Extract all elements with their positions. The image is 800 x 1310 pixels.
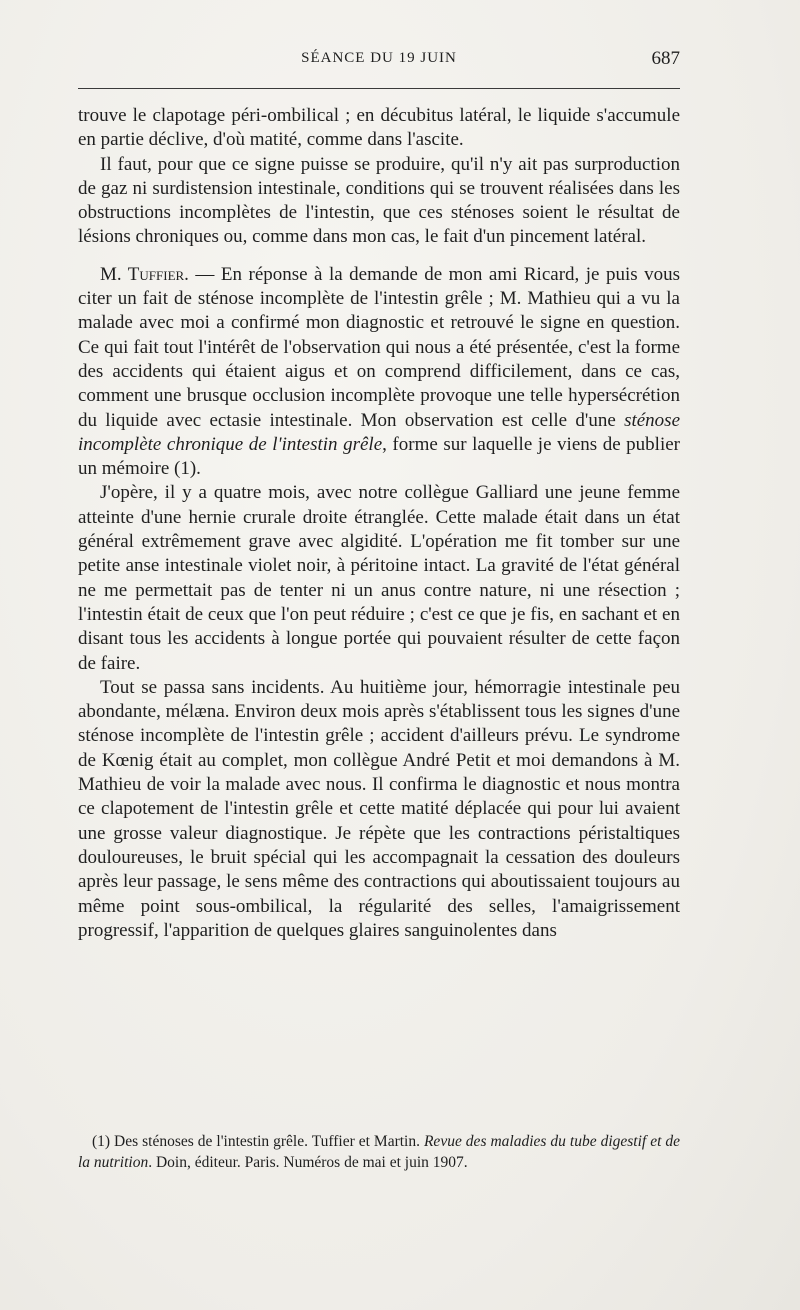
paragraph-4: J'opère, il y a quatre mois, avec notre collègue Galliard une jeune femme atteinte d'une hernie crurale droite étranglée. Cette malade était dans un état général extrêmement grave avec algidité. L'opération me fit tomber sur une petite anse intestinale violet noir, à péritoine intact. La gravité de l'état général ne me permettait pas de tenter ni un anus contre nature, ni une résection ; l'intestin était de ceux que l'on peut réduire ; c'est ce que je fis, en sachant et en disant tous les accidents à longue portée qui pouvaient résulter de cette façon de faire.: [78, 482, 680, 674]
footnote: [78, 1131, 680, 1173]
header-rule: [78, 88, 680, 89]
paragraph-1: trouve le clapotage péri-ombilical ; en décubitus latéral, le liquide s'accumule en partie déclive, d'où matité, comme dans l'ascite.: [78, 105, 680, 151]
footnote-tail: . Doin, éditeur. Paris. Numéros de mai et juin 1907.: [148, 1154, 468, 1171]
body-text: [78, 104, 680, 943]
paragraph-5: Tout se passa sans incidents. Au huitième jour, hémorragie intestinale peu abondante, mélæna. Environ deux mois après s'établissent tous les signes d'une sténose incomplète de l'intestin grêle ; accident d'ailleurs prévu. Le syndrome de Kœnig était au complet, mon collègue André Petit et moi demandons à M. Mathieu de voir la malade avec nous. Il confirma le diagnostic et nous montra ce clapotement de l'intestin grêle et cette matité déplacée qui pour lui avaient une grosse valeur diagnostique. Je répète que les contractions péristaltiques douloureuses, le bruit spécial qui les accompagnait la cessation des douleurs après leur passage, le sens même des contractions qui aboutissaient toujours au même point sous-ombilical, la régularité des selles, l'amaigrissement progressif, l'apparition de quelques glaires sanguinolentes dans: [78, 676, 680, 941]
running-head: [78, 48, 680, 74]
speaker-name: M. Tuffier.: [100, 263, 189, 285]
paragraph-3-text: — En réponse à la demande de mon ami Ricard, je puis vous citer un fait de sténose incomplète de l'intestin grêle ; M. Mathieu qui a vu la malade avec moi a confirmé mon diagnostic et retrouvé le signe en question. Ce qui fait tout l'intérêt de l'observation qui nous a été présentée, c'est la forme des accidents qui étaient aigus et on comprend difficilement, dans ce cas, comment une brusque occlusion incomplète provoque une telle hypersécrétion du liquide avec ectasie intestinale. Mon observation est celle d'une: [78, 263, 680, 431]
paragraph-3-italic: sténose incomplète chronique de l'intestin grêle: [78, 409, 680, 455]
footnote-block: [78, 1131, 680, 1173]
paragraph-2: Il faut, pour que ce signe puisse se produire, qu'il n'y ait pas surproduction de gaz ni surdistension intestinale, conditions qui se trouvent réalisées dans les obstructions incomplètes de l'intestin, que ces sténoses soient le résultat de lésions chroniques ou, comme dans mon cas, le fait d'un pincement latéral.: [78, 153, 680, 248]
paragraph-3: [78, 263, 680, 482]
page-number: 687: [651, 48, 680, 69]
paragraph-3-end: , forme sur laquelle je viens de publier un mémoire (1).: [78, 433, 681, 480]
footnote-journal: Revue des maladies du tube digestif et de la nutrition: [78, 1133, 680, 1171]
footnote-lead: (1) Des sténoses de l'intestin grêle. Tuffier et Martin.: [92, 1133, 424, 1150]
running-title: SÉANCE DU 19 JUIN: [301, 50, 457, 66]
